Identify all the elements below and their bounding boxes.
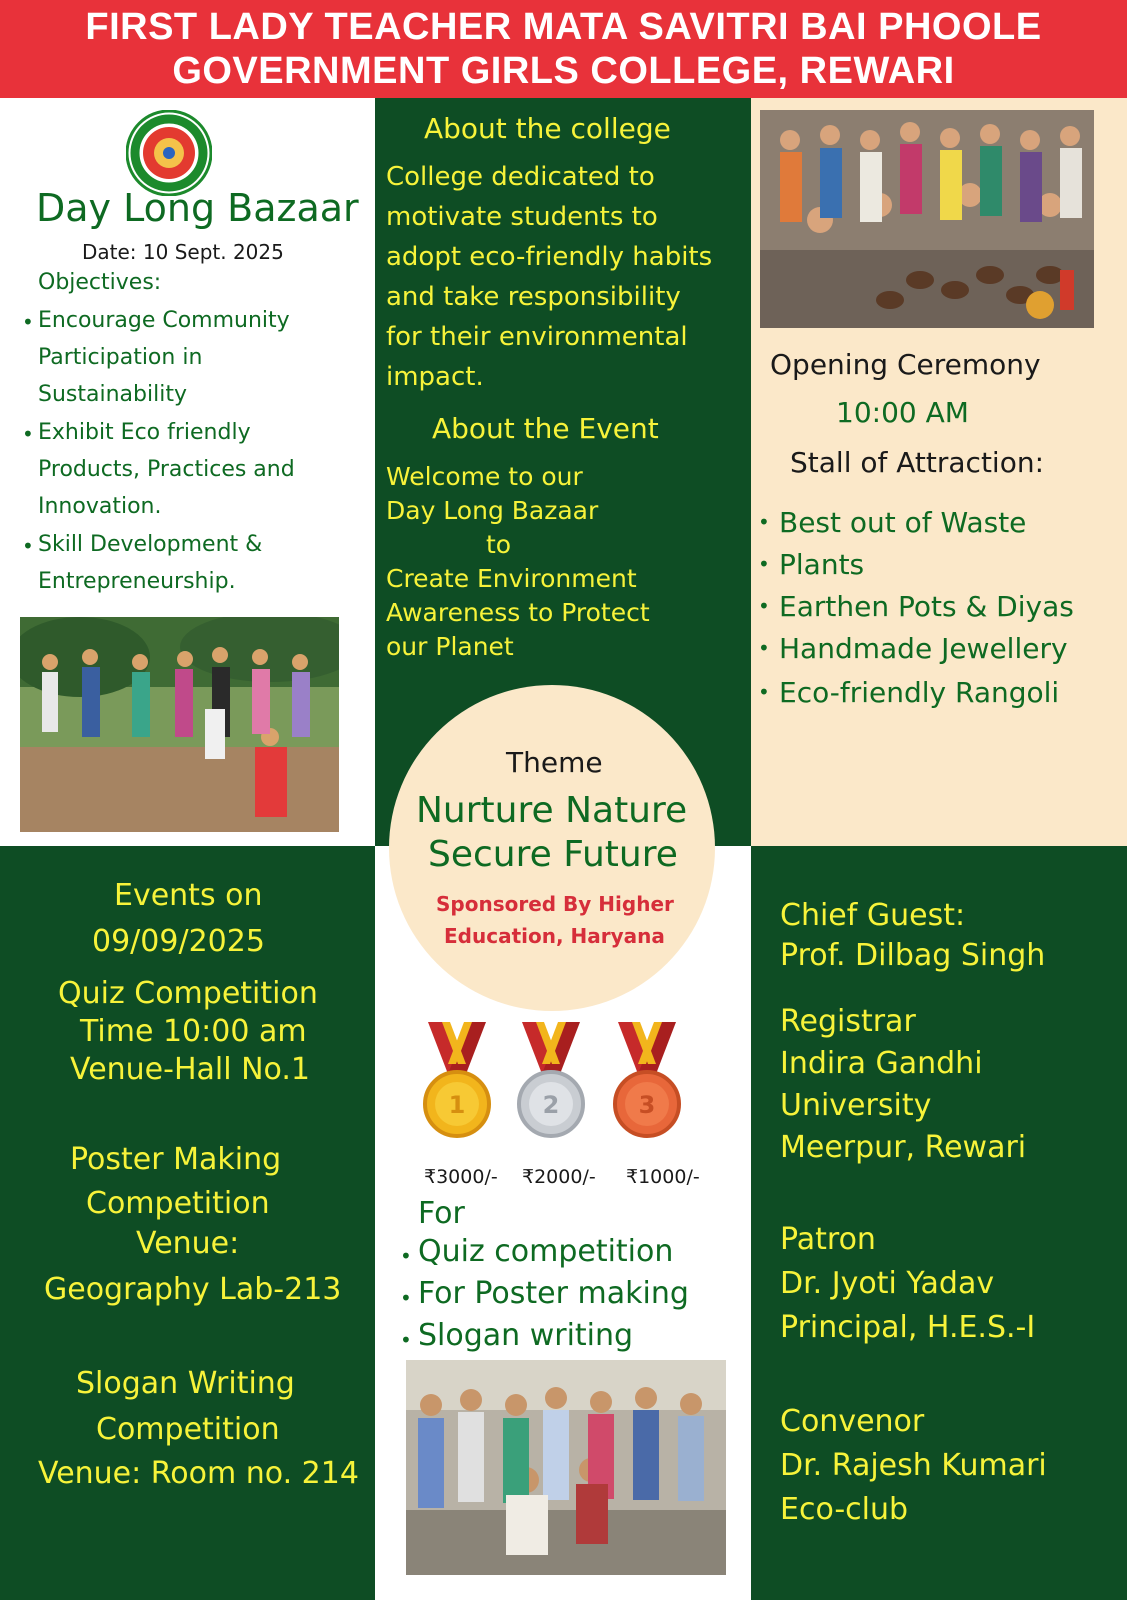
about-event-line: Create Environment — [386, 564, 637, 593]
prize-amount-3: ₹1000/- — [626, 1166, 700, 1188]
college-logo — [126, 110, 212, 196]
objectives-heading: Objectives: — [38, 270, 162, 295]
prize-item: Quiz competition — [418, 1234, 674, 1269]
bullet-dot: • — [758, 552, 770, 576]
patron-label: Patron — [780, 1222, 876, 1257]
about-event-line: Welcome to our — [386, 462, 583, 491]
quiz-title: Quiz Competition — [58, 976, 318, 1011]
poster-competition: Competition — [86, 1186, 270, 1221]
stall-heading: Stall of Attraction: — [790, 446, 1045, 479]
objective-3-line2: Entrepreneurship. — [38, 569, 236, 594]
bullet-dot: • — [758, 510, 770, 534]
events-date: 09/09/2025 — [92, 924, 265, 959]
objective-2-line2: Products, Practices and — [38, 457, 295, 482]
stall-item: Handmade Jewellery — [779, 632, 1068, 665]
bullet-dot: • — [758, 594, 770, 618]
objective-2-line3: Innovation. — [38, 494, 162, 519]
bullet-dot: • — [400, 1328, 412, 1352]
about-college-line: and take responsibility — [386, 282, 681, 312]
objective-2-line1: Exhibit Eco friendly — [38, 420, 251, 445]
convenor-label: Convenor — [780, 1404, 925, 1439]
chief-guest-label: Chief Guest: — [780, 898, 966, 933]
slogan-competition: Competition — [96, 1412, 280, 1447]
about-college-heading: About the college — [424, 112, 671, 145]
registrar-line: Meerpur, Rewari — [780, 1130, 1027, 1165]
stall-item: Plants — [779, 548, 865, 581]
objective-3-line1: Skill Development & — [38, 532, 263, 557]
convenor-name: Dr. Rajesh Kumari — [780, 1448, 1047, 1483]
prize-amount-2: ₹2000/- — [522, 1166, 596, 1188]
stall-item: Best out of Waste — [779, 506, 1027, 539]
quiz-time: Time 10:00 am — [80, 1014, 307, 1049]
prizes-for-label: For — [418, 1196, 465, 1231]
about-college-line: for their environmental — [386, 322, 688, 352]
medal-rank: 2 — [542, 1091, 560, 1119]
objective-1-line3: Sustainability — [38, 382, 187, 407]
event-title: Day Long Bazaar — [36, 186, 359, 230]
objective-1-line2: Participation in — [38, 345, 203, 370]
college-name-line2: GOVERNMENT GIRLS COLLEGE, REWARI — [172, 50, 955, 92]
about-event-line: our Planet — [386, 632, 514, 661]
bullet-dot: • — [400, 1244, 412, 1268]
theme-label: Theme — [506, 746, 603, 779]
poster-title: Poster Making — [70, 1142, 282, 1177]
sponsor-line1: Sponsored By Higher — [436, 892, 674, 916]
silver-medal-icon — [516, 1022, 586, 1162]
patron-title: Principal, H.E.S.-I — [780, 1310, 1036, 1345]
about-event-heading: About the Event — [432, 412, 659, 445]
patron-name: Dr. Jyoti Yadav — [780, 1266, 995, 1301]
bronze-medal-icon — [612, 1022, 682, 1162]
prize-amount-1: ₹3000/- — [424, 1166, 498, 1188]
event-date: Date: 10 Sept. 2025 — [82, 240, 284, 264]
stall-item: Earthen Pots & Diyas — [779, 590, 1074, 623]
theme-line1: Nurture Nature — [416, 790, 688, 831]
bullet-dot: • — [22, 422, 34, 446]
objective-1-line1: Encourage Community — [38, 308, 290, 333]
poster-venue-label: Venue: — [136, 1226, 240, 1261]
slogan-venue: Venue: Room no. 214 — [38, 1456, 359, 1491]
registrar-label: Registrar — [780, 1004, 916, 1039]
bullet-dot: • — [22, 534, 34, 558]
group-photo — [406, 1360, 726, 1575]
stall-item: Eco-friendly Rangoli — [779, 676, 1060, 709]
convenor-unit: Eco-club — [780, 1492, 909, 1527]
bullet-dot: • — [758, 636, 770, 660]
about-college-line: motivate students to — [386, 202, 658, 232]
about-event-line: Day Long Bazaar — [386, 496, 599, 525]
gold-medal-icon — [422, 1022, 492, 1162]
about-event-line: Awareness to Protect — [386, 598, 650, 627]
events-on-label: Events on — [114, 878, 263, 913]
medal-rank: 1 — [448, 1091, 466, 1119]
poster-venue: Geography Lab-213 — [44, 1272, 342, 1307]
about-college-line: adopt eco-friendly habits — [386, 242, 713, 272]
prize-item: Slogan writing — [418, 1318, 634, 1353]
registrar-line: Indira Gandhi — [780, 1046, 983, 1081]
bullet-dot: • — [400, 1286, 412, 1310]
registrar-line: University — [780, 1088, 932, 1123]
about-college-line: College dedicated to — [386, 162, 655, 192]
prize-item: For Poster making — [418, 1276, 689, 1311]
slogan-title: Slogan Writing — [76, 1366, 295, 1401]
about-event-line: to — [486, 530, 512, 559]
about-college-line: impact. — [386, 362, 484, 392]
theme-line2: Secure Future — [428, 834, 678, 875]
header-banner — [0, 0, 1127, 98]
medal-rank: 3 — [638, 1091, 656, 1119]
bullet-dot: • — [758, 680, 770, 704]
pottery-photo — [760, 110, 1094, 328]
chief-guest-name: Prof. Dilbag Singh — [780, 938, 1046, 973]
opening-ceremony-heading: Opening Ceremony — [770, 348, 1041, 381]
bullet-dot: • — [22, 310, 34, 334]
quiz-venue: Venue-Hall No.1 — [70, 1052, 310, 1087]
sponsor-line2: Education, Haryana — [444, 924, 665, 948]
opening-time: 10:00 AM — [836, 396, 969, 429]
planting-photo — [20, 617, 339, 832]
college-name-line1: FIRST LADY TEACHER MATA SAVITRI BAI PHOOLE — [85, 6, 1042, 48]
